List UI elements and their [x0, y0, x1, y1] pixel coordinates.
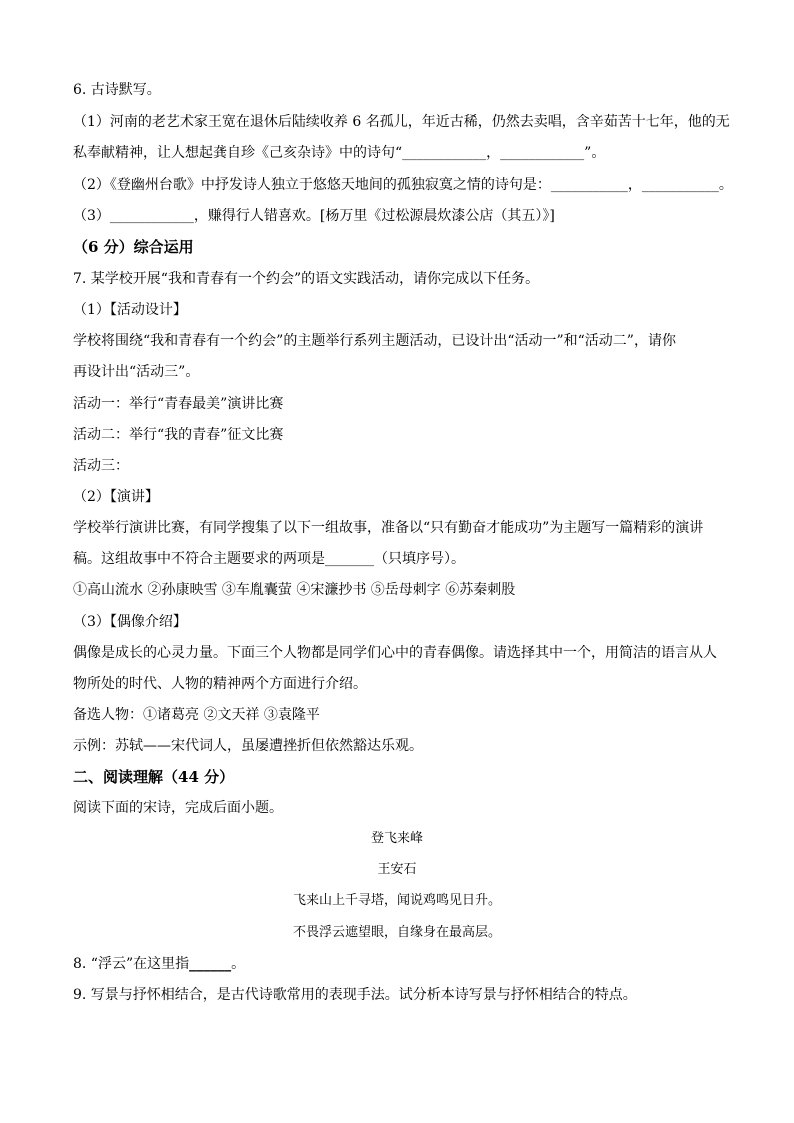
- q6-part1-line1: （1）河南的老艺术家王宽在退休后陆续收养 6 名孤儿，年近古稀，仍然去卖唱，含辛茹苦十七年，他的无: [73, 114, 730, 130]
- poem-line-1: 飞来山上千寻塔，闻说鸡鸣见日升。: [292, 893, 501, 908]
- activity-one: 活动一：举行“青春最美”演讲比赛: [73, 396, 284, 412]
- q7-sub2-line1: 学校举行演讲比赛，有同学搜集了以下一组故事，准备以“只有勤奋才能成功”为主题写一篇精彩的演讲: [73, 520, 704, 536]
- section-heading-reading: 二、阅读理解（44 分）: [73, 768, 235, 786]
- q7-sub2-line2: 稿。这组故事中不符合主题要求的两项是_______（只填序号）。: [73, 551, 465, 567]
- q6-part2: （2）《登幽州台歌》中抒发诗人独立于悠悠天地间的孤独寂寞之情的诗句是：___________，___________。: [73, 177, 733, 193]
- poem-author: 王安石: [377, 862, 417, 877]
- q7-sub3-candidates: 备选人物：①诸葛亮 ②文天祥 ③袁隆平: [73, 707, 320, 723]
- q7-sub3-example: 示例：苏轼——宋代词人，虽屡遭挫折但依然豁达乐观。: [73, 738, 423, 754]
- q7-sub3-line2: 物所处的时代、人物的精神两个方面进行介绍。: [73, 676, 367, 692]
- reading-intro: 阅读下面的宋诗，完成后面小题。: [73, 800, 283, 816]
- q7-sub1-line2: 再设计出“活动三”。: [73, 364, 200, 380]
- q6-part1-line2: 私奉献精神，让人想起龚自珍《己亥杂诗》中的诗句“____________，____________”。: [73, 145, 606, 161]
- activity-two: 活动二：举行“我的青春”征文比赛: [73, 427, 284, 443]
- section-heading-apply: （6 分）综合运用: [73, 238, 194, 256]
- q7-sub2-label: （2）【演讲】: [73, 489, 159, 505]
- q8-answer-blank: ______: [189, 956, 232, 972]
- q7-title: 7. 某学校开展“我和青春有一个约会”的语文实践活动，请你完成以下任务。: [73, 271, 540, 287]
- q7-sub1-line1: 学校将围绕“我和青春有一个约会”的主题举行系列主题活动，已设计出“活动一”和“活动二”，请你: [73, 333, 676, 349]
- poem-line-2: 不畏浮云遮望眼，自缘身在最高层。: [292, 925, 501, 940]
- activity-three: 活动三：: [73, 458, 129, 474]
- q8-prefix: 8. “浮云”在这里指: [73, 956, 190, 972]
- q9: 9. 写景与抒怀相结合，是古代诗歌常用的表现手法。试分析本诗写景与抒怀相结合的特点。: [73, 987, 637, 1003]
- q7-sub2-options: ①高山流水 ②孙康映雪 ③车胤囊萤 ④宋濂抄书 ⑤岳母刺字 ⑥苏秦刺股: [73, 582, 516, 598]
- poem-title: 登飞来峰: [370, 831, 423, 846]
- q7-sub1-label: （1）【活动设计】: [73, 302, 187, 318]
- q6-part3: （3）____________，赚得行人错喜欢。[杨万里《过松源晨炊漆公店（其五）》]: [73, 208, 555, 224]
- q7-sub3-label: （3）【偶像介绍】: [73, 614, 187, 630]
- q8-suffix: 。: [231, 956, 246, 972]
- q6-title: 6. 古诗默写。: [73, 82, 161, 98]
- q8: [73, 954, 245, 974]
- q7-sub3-line1: 偶像是成长的心灵力量。下面三个人物都是同学们心中的青春偶像。请选择其中一个，用简洁的语言从人: [73, 645, 717, 661]
